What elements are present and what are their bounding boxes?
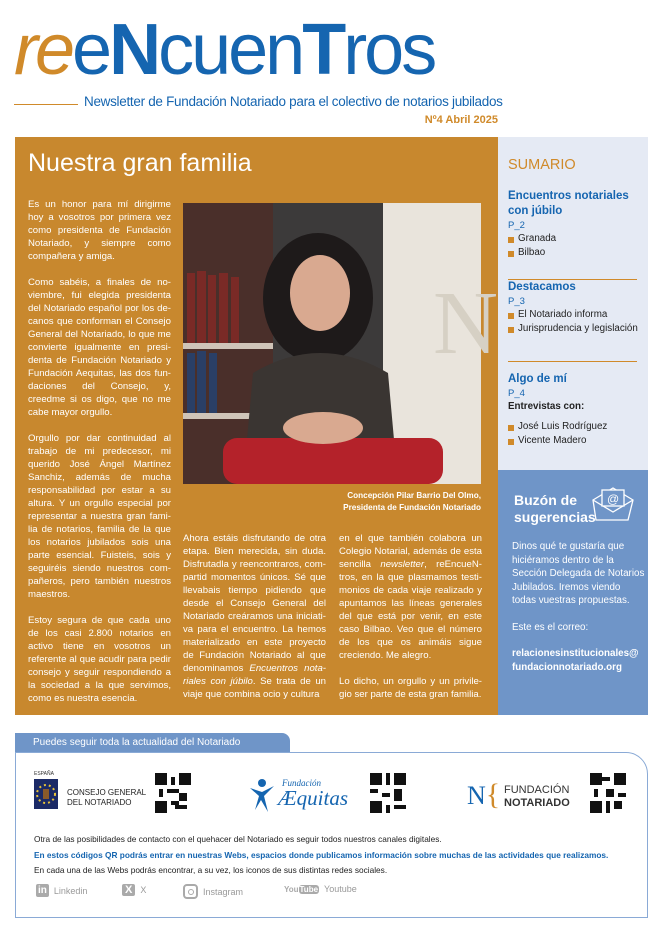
linkedin-link[interactable]	[36, 884, 87, 897]
footer-line-3: En cada una de las Webs podrás encontrar, a su vez, los iconos de sus distintas redes sociales.	[34, 865, 388, 875]
caption-role: Presidenta de Fundación Notariado	[343, 503, 481, 512]
aequitas-logo[interactable]	[250, 778, 274, 819]
linkedin-icon: in	[38, 885, 47, 896]
header-rule	[14, 104, 78, 105]
sumario-section[interactable]	[508, 372, 638, 448]
section-title[interactable]: Encuentros notariales con júbilo	[508, 190, 629, 217]
section-subtitle: Entrevistas con:	[508, 401, 585, 412]
x-icon: X	[122, 884, 135, 896]
logo-text: FUNDACIÓN	[504, 784, 570, 796]
sumario-section[interactable]	[508, 280, 638, 336]
page-ref: P_4	[508, 388, 525, 399]
list-item: El Notariado informa	[508, 308, 638, 322]
instagram-icon	[183, 884, 198, 899]
article-column-1	[28, 198, 171, 718]
logo-text: Fundación	[282, 778, 321, 788]
list-item: José Luis Rodríguez	[508, 420, 638, 434]
caption-name: Concepción Pilar Barrio Del Olmo,	[347, 491, 481, 500]
cgn-name	[67, 788, 146, 808]
svg-text:@: @	[607, 492, 620, 506]
title-line: sugerencias	[514, 509, 596, 525]
sumario-panel	[498, 137, 648, 470]
paragraph: Orgullo por dar continuidad al trabajo de mi predecesor, mi querido José Ángel Martínez Sanchiz, además de mucha responsabilidad por estar a su altura. Y un orgullo especial por representar a nuestra gran familia de notarios, familia de la que los notarios jubilados sois una parte esencial. Fuisteis, sois y seguiréis siendo nuestros compañeros, pero también nuestros maestros.	[28, 433, 171, 600]
paragraph	[183, 532, 326, 701]
paragraph: Es un honor para mí dirigirme hoy a vosotros por primera vez como presidenta de Fundación Notariado, y siempre como compañera y amiga.	[28, 199, 171, 262]
emphasis: newsletter	[380, 559, 425, 570]
section-title[interactable]: Destacamos	[508, 281, 576, 293]
logo-text: ESPAÑA	[34, 771, 54, 777]
logo-text: NOTARIADO	[504, 797, 570, 809]
sumario-section[interactable]	[508, 189, 638, 260]
buzon-description: Dinos qué te gustaría que hiciéramos dentro de la Sección Delegada de Notarios Jubilados. Iremos viendo todas vuestras propuestas.	[512, 541, 645, 606]
aequitas-name	[278, 778, 348, 808]
social-label: Youtube	[324, 884, 357, 894]
list-item: Granada	[508, 232, 638, 246]
text: en el que también colabora un Colegio Notarial, además de esta sencilla	[339, 533, 482, 570]
logo-text: DEL NOTARIADO	[67, 798, 132, 807]
social-label: Instagram	[203, 886, 244, 897]
social-label: X	[140, 885, 147, 895]
svg-text:N: N	[433, 274, 498, 373]
issue-number: Nº4 Abril 2025	[424, 114, 498, 126]
envelope-icon	[590, 484, 636, 524]
divider	[508, 361, 637, 362]
instagram-link[interactable]	[183, 884, 243, 899]
x-link[interactable]	[122, 884, 146, 896]
text: , reEncueNtros, en la que plasmamos testimonios de cada viaje realizado y apuntamos las líneas generales del que está por venir, en este caso Bilbao. Veo que el número de los que os animáis sigue creciendo. Me alegro.	[339, 559, 482, 661]
social-label: Linkedin	[53, 885, 88, 896]
qr-code-cgn[interactable]	[155, 773, 191, 813]
newsletter-logo: reeNcuenTros	[14, 10, 435, 90]
youtube-link[interactable]	[284, 884, 357, 894]
article-title: Nuestra gran familia	[28, 149, 252, 177]
sumario-title: SUMARIO	[508, 157, 576, 173]
notariado-emblem-icon: N{	[467, 778, 501, 811]
mail-label: Este es el correo:	[512, 621, 589, 633]
paragraph: Lo dicho, un orgullo y un privilegio ser parte de esta gran familia.	[339, 676, 482, 700]
paragraph	[339, 532, 482, 662]
page-ref: P_3	[508, 296, 525, 307]
list-item: Bilbao	[508, 246, 638, 260]
footer-line-1: Otra de las posibilidades de contacto con el quehacer del Notariado es seguir todos nuestros canales digitales.	[34, 834, 442, 844]
paragraph: Estoy segura de que cada uno de los casi 2.800 notarios en activo tiene en vosotros un referente al que acudir para pedir consejo y seguir respondiendo a la sociedad a la que servimos, como es nuestra esencia.	[28, 615, 171, 704]
email-part[interactable]: relacionesinstitucionales@	[512, 648, 639, 659]
email-link[interactable]	[512, 647, 646, 674]
fundacion-notariado-name[interactable]	[504, 784, 570, 810]
portrait-photo	[183, 203, 498, 484]
qr-code-fundacion[interactable]	[590, 773, 626, 813]
logo-text: Æquitas	[278, 786, 349, 810]
section-title[interactable]: Algo de mí	[508, 373, 567, 385]
buzon-title	[514, 492, 596, 526]
aequitas-figure-icon	[250, 778, 274, 814]
list-item: Jurisprudencia y legislación	[508, 322, 638, 336]
logo-text: CONSEJO GENERAL	[67, 788, 147, 797]
cgn-emblem-icon	[34, 775, 58, 815]
qr-code-aequitas[interactable]	[370, 773, 406, 813]
paragraph: Como sabéis, a finales de noviembre, fui elegida presidenta del Notariado español por los decanos que conforman el Consejo General del Notariado, lo que me convierte igualmente en presidenta de Fundación Notariado y Fundación Aequitas, las dos fundaciones del Consejo, y, creedme si os digo, que no me cabe mayor orgullo.	[28, 277, 171, 418]
cgn-logo[interactable]	[34, 771, 58, 820]
email-part[interactable]: fundacionnotariado.org	[512, 661, 622, 673]
tagline: Newsletter de Fundación Notariado para el colectivo de notarios jubilados	[84, 94, 503, 109]
footer-line-2: En estos códigos QR podrás entrar en nuestras Webs, espacios donde publicamos información sobre muchas de las actividades que realizamos.	[34, 850, 609, 860]
page-ref: P_2	[508, 220, 525, 231]
footer-tab: Puedes seguir toda la actualidad del Notariado	[15, 733, 290, 753]
list-item: Vicente Madero	[508, 434, 638, 448]
photo-caption	[260, 490, 481, 514]
youtube-icon: YouTube	[284, 884, 319, 894]
article-column-3	[339, 532, 482, 714]
text: Ahora estáis disfrutando de otra etapa. Bien merecida, sin duda. Disfrutadla y reencontraros, compartid momentos únicos. Sé que llevabais tiempo pidiendo que desde el Consejo General del Notariado creáramos una iniciativa para el encuentro. La hemos materializado en este proyecto de Fundación Notariado al que denominamos	[183, 533, 326, 674]
title-line: Buzón de	[514, 492, 577, 508]
text: . Se trata de un viaje que combina ocio y cultura	[183, 676, 326, 700]
emphasis: Encuentros notariales con júbilo	[183, 663, 326, 687]
article-column-2	[183, 532, 326, 714]
buzon-text	[512, 540, 646, 674]
